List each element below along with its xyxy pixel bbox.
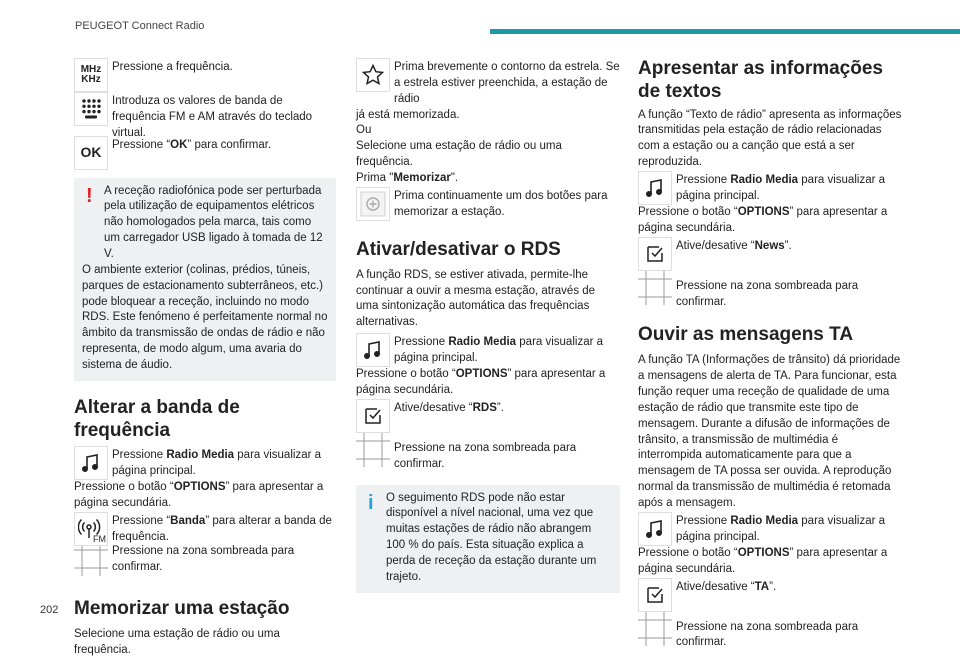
music-note-icon xyxy=(638,171,672,205)
step-star: Prima brevemente o contorno da estrela. Se a estrela estiver preenchida, a estação de rádio xyxy=(356,58,620,108)
running-header: PEUGEOT Connect Radio xyxy=(75,20,205,32)
shaded-zone-icon xyxy=(74,542,108,576)
shaded-zone-icon xyxy=(356,433,390,467)
memorize-heading: Memorizar uma estação xyxy=(74,598,290,620)
text-step-toggle-news: Ative/desative “News”. xyxy=(638,237,904,271)
band-step-confirm: Pressione na zona sombreada para confirmar. xyxy=(74,542,336,576)
step-press-frequency: MHz KHz Pressione a frequência. xyxy=(74,58,336,92)
rds-step-toggle: Ative/desative “RDS”. xyxy=(356,399,620,433)
frequency-units-icon: MHz KHz xyxy=(74,58,108,92)
band-heading: Alterar a banda de frequência xyxy=(74,396,240,441)
column-2: Prima brevemente o contorno da estrela. Se a estrela estiver preenchida, a estação de rádio já está memorizada. Ou Selecione uma estação de rádio ou uma frequência. Prima "Memorizar". Prima continuamente um dos botões para memorizar a estação. Ativar/desativar o RDS A função RDS, se estiver ativada, permite-lhe continuar a ouvir a mesma estação, através de uma sintonização automática das frequências alternativas. Pressione Radio Media para visualizar a página principal. Pressione o botão “OPTIONS” para apresentar a página secundária. Ative/desative “RDS”. Pressione na zona sombreada para confirmar. i O seguimento RDS pode não estar disponível a nível nacional, uma vez que muitas estações de rádio não abrangem 100 % do país. Esta situação explica a perda de receção da estação durante um trajeto. xyxy=(356,58,620,593)
star-outline-icon xyxy=(356,58,390,92)
rds-heading: Ativar/desativar o RDS xyxy=(356,238,561,260)
text-info-heading: Apresentar as informações de textos xyxy=(638,58,883,102)
step-confirm-ok: OK Pressione “OK” para confirmar. xyxy=(74,136,336,170)
band-step-radio-media: Pressione Radio Media para visualizar a página principal. xyxy=(74,446,336,480)
ta-step-radio-media: Pressione Radio Media para visualizar a página principal. xyxy=(638,512,904,546)
header-accent-bar xyxy=(490,29,960,34)
add-preset-icon xyxy=(356,187,390,221)
step-keypad: Introduza os valores de banda de frequência FM e AM através do teclado virtual. xyxy=(74,92,336,142)
checkbox-icon xyxy=(638,578,672,612)
checkbox-icon xyxy=(356,399,390,433)
keypad-icon xyxy=(74,92,108,126)
rds-step-confirm: Pressione na zona sombreada para confirmar. xyxy=(356,433,620,473)
music-note-icon xyxy=(74,446,108,480)
ta-step-confirm: Pressione na zona sombreada para confirmar. xyxy=(638,612,904,652)
band-step-banda: FM Pressione “Banda” para alterar a banda de frequência. xyxy=(74,512,336,546)
rds-step-radio-media: Pressione Radio Media para visualizar a página principal. xyxy=(356,333,620,367)
text-step-confirm: Pressione na zona sombreada para confirmar. xyxy=(638,271,904,311)
page-number: 202 xyxy=(40,604,59,616)
warning-exclamation-icon: ! xyxy=(86,184,93,207)
music-note-icon xyxy=(638,512,672,546)
info-icon: i xyxy=(368,491,374,514)
ta-heading: Ouvir as mensagens TA xyxy=(638,324,854,346)
radio-fm-icon: FM xyxy=(74,512,108,546)
checkbox-icon xyxy=(638,237,672,271)
text-step-radio-media: Pressione Radio Media para visualizar a página principal. xyxy=(638,171,904,205)
ok-icon: OK xyxy=(74,136,108,170)
shaded-zone-icon xyxy=(638,271,672,305)
music-note-icon xyxy=(356,333,390,367)
shaded-zone-icon xyxy=(638,612,672,646)
info-box: i O seguimento RDS pode não estar disponível a nível nacional, uma vez que muitas estações de rádio não abrangem 100 % do país. Esta situação explica a perda de receção da estação durante um trajeto. xyxy=(356,485,620,593)
ta-step-toggle: Ative/desative “TA”. xyxy=(638,578,904,612)
step-hold-memorize: Prima continuamente um dos botões para memorizar a estação. xyxy=(356,187,620,221)
warning-box: ! A receção radiofónica pode ser perturbada pela utilização de equipamentos elétricos não homologados pela marca, tais como um carregador USB ligado à tomada de 12 V. O ambiente exterior (colinas, prédios, túneis, parques de estacionamento subterrâneos, etc.) pode bloquear a receção, incluindo no modo RDS. Este fenómeno é perfeitamente normal no âmbito da transmissão de ondas de rádio e não representa, de modo algum, uma avaria do sistema de áudio. xyxy=(74,178,336,381)
column-1: MHz KHz Pressione a frequência. Introduza os valores de banda de frequência FM e AM através do teclado virtual. OK Pressione “OK” para confirmar. ! A receção radiofónica pode ser perturbada pela utilização de equipamentos elétricos não homologados pela marca, tais como um carregador USB ligado à tomada de 12 V. O ambiente exterior (colinas, prédios, túneis, parques de estacionamento subterrâneos, etc.) pode bloquear a receção, incluindo no modo RDS. Este fenómeno é perfeitamente normal no âmbito da transmissão de ondas de rádio e não representa, de modo algum, uma avaria do sistema de áudio. Alterar a banda de frequência Pressione Radio Media para visualizar a página principal. Pressione o botão “OPTIONS” para apresentar a página secundária. FM Pressione “Banda” para alterar a banda de frequência. Pressione na zona sombreada para confirmar. Memorizar uma estação Selecione uma estação de rádio ou uma frequência. xyxy=(74,58,336,659)
column-3: Apresentar as informações de textos A função “Texto de rádio” apresenta as informações transmitidas pela estação de rádio relacionadas com a estação ou a canção que está a ser reproduzida. Pressione Radio Media para visualizar a página principal. Pressione o botão “OPTIONS” para apresentar a página secundária. Ative/desative “News”. Pressione na zona sombreada para confirmar. Ouvir as mensagens TA A função TA (Informações de trânsito) dá prioridade a mensagens de alerta de TA. Para funcionar, esta função requer uma receção de qualidade de uma estação de rádio que transmite este tipo de mensagem. Durante a difusão de informações de trânsito, a transmissão de multimédia é interrompida automaticamente para que a mensagem de TA possa ser ouvida. A reprodução normal da transmissão de multimédia é retomada após a mensagem. Pressione Radio Media para visualizar a página principal. Pressione o botão “OPTIONS” para apresentar a página secundária. Ative/desative “TA”. Pressione na zona sombreada para confirmar. xyxy=(638,58,904,651)
